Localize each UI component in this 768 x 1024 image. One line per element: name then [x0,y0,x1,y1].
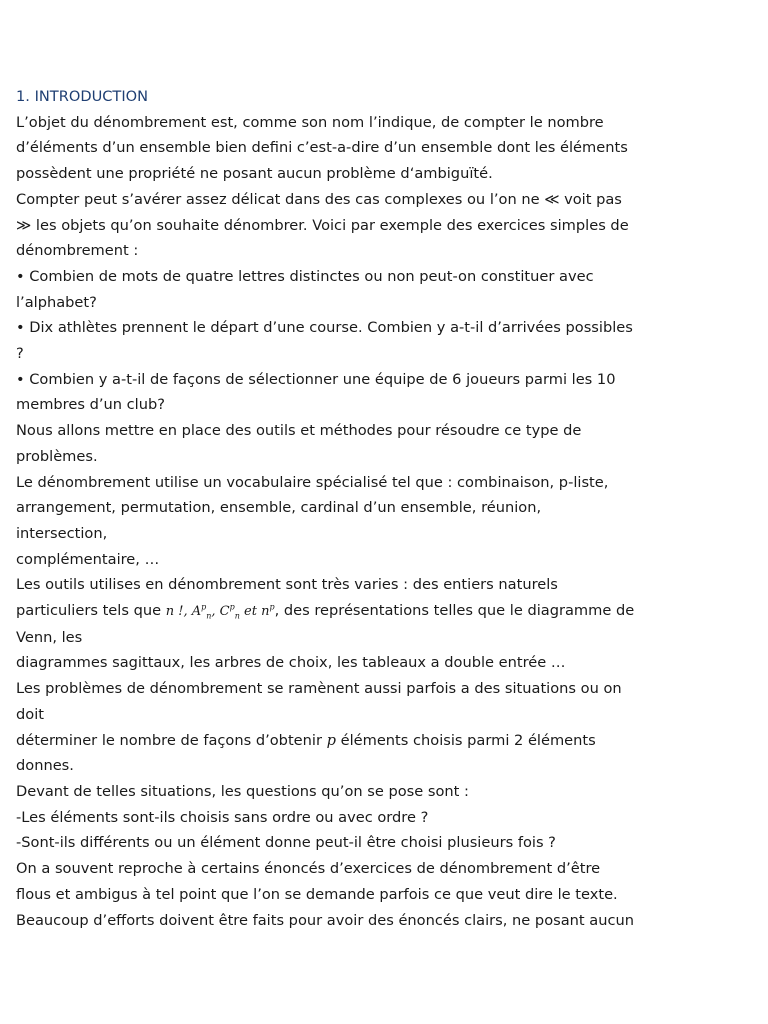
text-line: intersection, [16,524,108,542]
text-line: dénombrement : [16,242,139,260]
text-line: Le dénombrement utilise un vocabulaire spécialisé tel que : combinaison, p-liste, [16,473,609,491]
text-line: Nous allons mettre en place des outils et méthodes pour résoudre ce type de [16,422,582,440]
text-line: Beaucoup d’efforts doivent être faits pour avoir des énoncés clairs, ne posant aucun [16,911,634,929]
text-line: diagrammes sagittaux, les arbres de choix, les tableaux a double entrée … [16,654,566,672]
paragraph-block [16,625,706,728]
math-p: p [326,731,336,749]
text-line: Devant de telles situations, les questions qu’on se pose sont : [16,782,469,800]
text-line: ≫ les objets qu’on souhaite dénombrer. Voici par exemple des exercices simples de [16,216,629,234]
p-line-before: déterminer le nombre de façons d’obtenir [16,731,327,749]
formula-line [16,598,706,625]
text-line: Venn, les [16,628,83,646]
math-et: et [239,604,262,620]
math-power-sup: p [269,602,275,612]
p-line [16,728,706,754]
paragraph-block [16,110,706,598]
text-line: Compter peut s’avérer assez délicat dans des cas complexes ou l’on ne ≪ voit pas [16,190,622,208]
math-separator: , [211,604,220,620]
text-line: possèdent une propriété ne posant aucun problème d‘ambiguïté. [16,165,493,183]
text-line: ? [16,345,24,363]
text-line: Les outils utilises en dénombrement sont très varies : des entiers naturels [16,576,558,594]
math-combination-sub: n [234,611,240,621]
formula-line-after: , des représentations telles que le diagramme de [274,602,635,620]
text-line: flous et ambigus à tel point que l’on se demande parfois ce que veut dire le texte. [16,885,618,903]
p-line-after: éléments choisis parmi 2 éléments [335,731,596,749]
math-formula [166,604,275,619]
text-line: • Combien y a-t-il de façons de sélectionner une équipe de 6 joueurs parmi les 10 [16,370,616,388]
text-line: On a souvent reproche à certains énoncés d’exercices de dénombrement d’être [16,860,601,878]
formula-line-before: particuliers tels que [16,602,166,620]
text-line: donnes. [16,757,74,775]
text-line: complémentaire, … [16,550,160,568]
math-arrangement-sup: p [201,602,207,612]
text-line: l’alphabet? [16,293,97,311]
text-line: L’objet du dénombrement est, comme son nom l’indique, de compter le nombre [16,113,604,131]
math-n-factorial: n ! [165,604,184,620]
text-line: • Combien de mots de quatre lettres distinctes ou non peut-on constituer avec [16,267,594,285]
math-arrangement-sub: n [206,611,212,621]
text-line: arrangement, permutation, ensemble, cardinal d’un ensemble, réunion, [16,499,542,517]
text-line: Les problèmes de dénombrement se ramènent aussi parfois a des situations ou on [16,680,622,698]
text-line: • Dix athlètes prennent le départ d’une course. Combien y a-t-il d’arrivées possibles [16,319,633,337]
section-heading: 1. INTRODUCTION [16,88,149,105]
math-arrangement-base: A [191,604,202,620]
math-combination-base: C [219,604,230,620]
text-line: -Les éléments sont-ils choisis sans ordre ou avec ordre ? [16,808,429,826]
text-line: membres d’un club? [16,396,165,414]
math-separator: , [183,604,192,620]
math-power-base: n [261,604,270,620]
text-line: d’éléments d’un ensemble bien defini c’est-a-dire d’un ensemble dont les éléments [16,139,628,157]
text-line: problèmes. [16,447,98,465]
paragraph-block [16,753,706,933]
text-line: -Sont-ils différents ou un élément donne peut-il être choisi plusieurs fois ? [16,834,556,852]
text-line: doit [16,705,44,723]
math-combination-sup: p [229,602,235,612]
document-body [16,84,706,933]
